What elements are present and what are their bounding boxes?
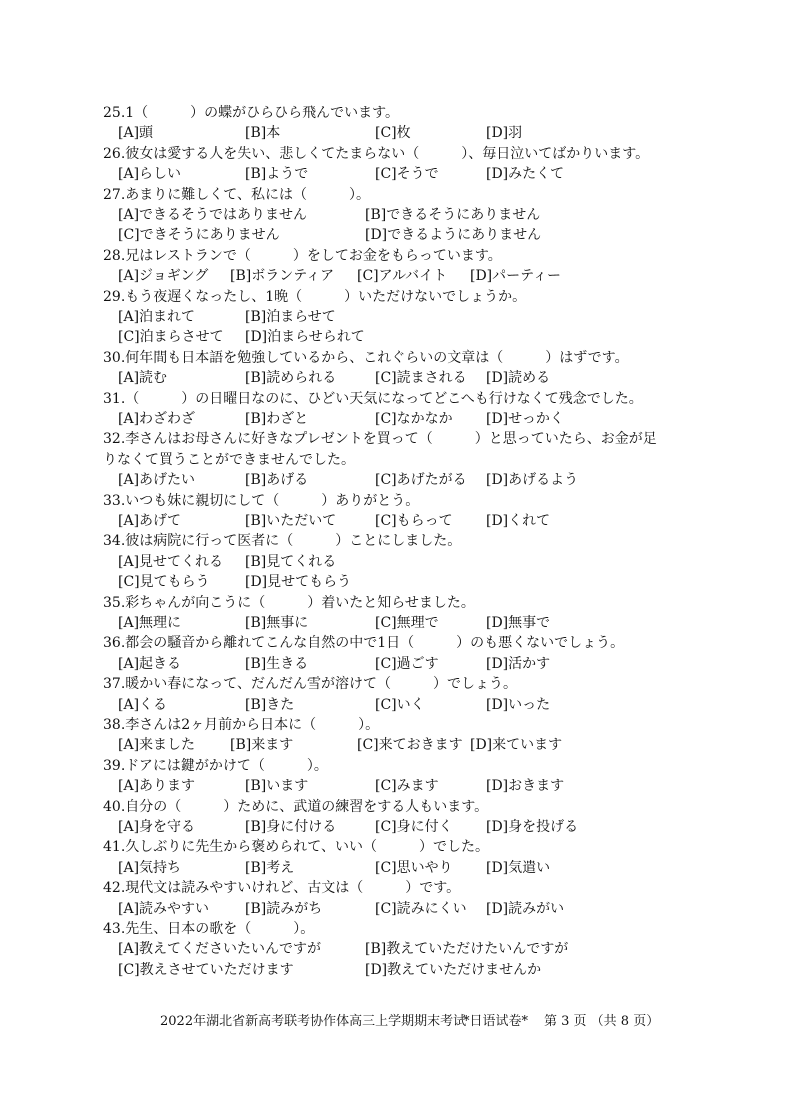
answer-option: [B]見てくれる [245,553,337,570]
answer-option: [A]読みやすい [118,900,210,917]
answer-option: [A]わざわざ [118,411,196,427]
answer-option: [C]来ておきます [357,737,463,754]
answer-option: [B]できるそうにありません [365,207,541,223]
answer-option: [C]教えさせていただけます [118,961,294,978]
question-stem: 38.李さんは2ヶ月前から日本に（ ）。 [103,717,380,733]
answer-option: [B]あげる [245,472,309,489]
answer-option: [D]教えていただけませんか [365,961,542,978]
answer-option: [D]おきます [486,778,565,795]
answer-option: [D]あげるよう [486,472,579,489]
answer-option: [D]できるようにありません [365,227,542,244]
question-stem: 39.ドアには鍵がかけて（ ）。 [103,757,328,774]
answer-option: [A]あります [118,778,196,795]
answer-option: [A]教えてくださいたいんですが [118,941,322,958]
answer-option: [D]せっかく [486,411,564,427]
answer-option: [C]もらって [375,513,453,529]
footer-subject: *日语试卷* [463,1014,529,1029]
answer-option: [D]泊まらせられて [245,329,365,346]
question-stem: 28.兄はレストランで（ ）をしてお金をもらっています。 [103,247,502,264]
answer-option: [A]あげて [118,513,182,529]
answer-option: [C]身に付く [375,819,453,835]
answer-option: [A]くる [118,696,168,713]
question-stem: 30.何年間も日本語を勉強しているから、これぐらいの文章は（ ）はずです。 [103,349,629,366]
question-stem: 37.暖かい春になって、だんだん雪が溶けて（ ）でしょう。 [103,676,517,693]
answer-option: [C]あげたがる [375,472,467,489]
answer-option: [A]できるそうではありません [118,207,308,223]
answer-option: [B]います [245,778,309,795]
answer-option: [A]身を守る [118,819,196,835]
answer-option: [A]らしい [118,166,182,183]
answer-option: [C]泊まらさせて [118,329,224,346]
question-stem: 33.いつも妹に親切にして（ ）ありがとう。 [103,492,420,509]
answer-option: [B]考え [245,859,295,876]
answer-option: [B]ようで [245,166,309,183]
answer-option: [D]見せてもらう [245,574,352,591]
answer-option: [D]いった [486,696,551,713]
answer-option: [A]見せてくれる [118,553,224,570]
question-stem: 32.李さんはお母さんに好きなプレゼントを買って（ ）と思っていたら、お金が足 [103,431,657,448]
answer-option: [A]無理に [118,615,182,631]
answer-option: [D]羽 [486,125,523,142]
answer-option: [D]身を投げる [486,819,579,835]
answer-option: [C]枚 [375,125,411,142]
question-stem: 26.彼女は愛する人を失い、悲しくてたまらない（ ）、毎日泣いてばかりいます。 [103,145,650,162]
answer-option: [A]あげたい [118,472,196,489]
answer-option: [A]来ました [118,737,196,754]
answer-option: [B]読められる [245,370,337,387]
answer-option: [C]できそうにありません [118,227,280,244]
answer-option: [C]見てもらう [118,574,210,591]
page-footer [0,1012,794,1032]
answer-option: [D]くれて [486,513,551,529]
answer-option: [C]無理で [375,615,439,631]
answer-option: [B]ボランティア [230,268,335,285]
question-stem: 25.1（ ）の蝶がひらひら飛んでいます。 [103,105,400,121]
answer-option: [B]無事に [245,615,309,631]
answer-option: [B]本 [245,125,281,142]
answer-option: [B]教えていただけたいんですが [365,941,569,958]
answer-option: [A]読む [118,370,168,387]
answer-option: [A]頭 [118,125,154,142]
answer-option: [D]パーティー [470,268,562,285]
answer-option: [C]過ごす [375,655,439,672]
answer-option: [C]そうで [375,166,439,183]
question-stem: 42.現代文は読みやすいけれど、古文は（ ）です。 [103,880,461,897]
answer-option: [D]みたくて [486,166,565,183]
question-stem: 35.彩ちゃんが向こうに（ ）着いたと知らせました。 [103,594,475,611]
footer-exam-title: 2022年湖北省新高考联考协作体高三上学期期末考试 [160,1014,467,1029]
question-stem: 31.（ ）の日曜日なのに、ひどい天気になってどこへも行けなくて残念でした。 [103,390,643,407]
answer-option: [B]身に付ける [245,819,337,835]
question-stem: 40.自分の（ ）ために、武道の練習をする人もいます。 [103,798,489,815]
answer-option: [D]読みがい [486,900,565,917]
question-stem: りなくて買うことができませんでした。 [103,451,355,468]
answer-option: [A]ジョギング [118,268,209,285]
answer-option: [B]きた [245,696,295,713]
question-stem: 41.久しぶりに先生から褒められて、いい（ ）でした。 [103,839,489,856]
question-stem: 27.あまりに難しくて、私には（ ）。 [103,186,370,203]
answer-option: [B]泊まらせて [245,309,336,325]
question-stem: 34.彼は病院に行って医者に（ ）ことにしました。 [103,533,462,550]
answer-option: [B]わざと [245,411,309,427]
answer-option: [B]生きる [245,655,309,672]
answer-option: [C]いく [375,696,425,713]
answer-option: [D]無事で [486,615,551,631]
answer-option: [D]活かす [486,655,551,672]
answer-option: [C]アルバイト [357,268,448,285]
answer-option: [D]気遣い [486,859,551,876]
question-stem: 36.都会の騒音から離れてこんな自然の中で1日（ ）のも悪くないでしょう。 [103,635,625,652]
answer-option: [C]みます [375,778,439,795]
answer-option: [B]読みがち [245,900,323,917]
answer-option: [C]読みにくい [375,900,467,917]
footer-page-number: 第 3 页 （共 8 页） [544,1014,660,1029]
answer-option: [D]読める [486,370,551,387]
answer-option: [A]泊まれて [118,309,196,325]
answer-option: [B]いただいて [245,513,337,529]
answer-option: [A]起きる [118,655,182,672]
answer-option: [C]なかなか [375,411,453,427]
answer-option: [C]思いやり [375,859,453,876]
answer-option: [B]来ます [230,737,294,754]
answer-option: [A]気持ち [118,859,182,876]
answer-option: [C]読まされる [375,370,467,387]
answer-option: [D]来ています [470,737,563,754]
question-stem: 29.もう夜遅くなったし、1晩（ ）いただけないでしょうか。 [103,288,527,305]
question-stem: 43.先生、日本の歌を（ ）。 [103,921,315,937]
